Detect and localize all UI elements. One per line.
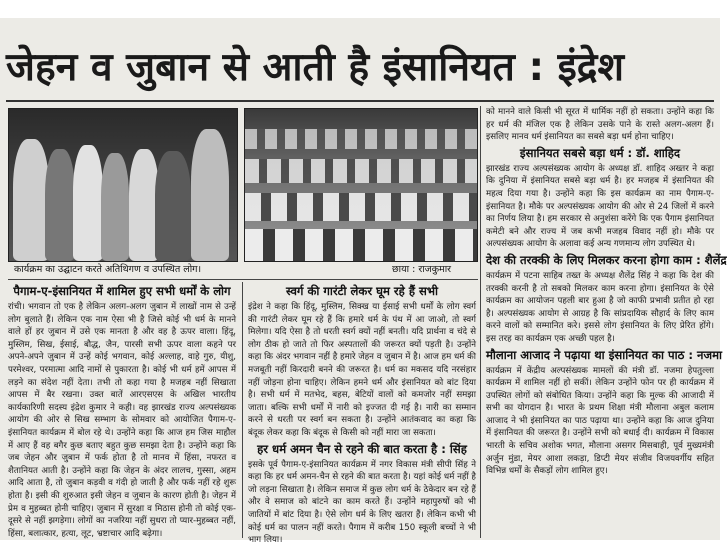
subheading-insaniyat: इंसानियत सबसे बड़ा धर्म : डॉ. शाहिद	[519, 145, 681, 160]
article-body: को मानने वाले किसी भी सूरत में धार्मिक नहीं हो सकता। उन्होंने कहा कि हर धर्म की मंजिल एक है लेकिन उसके पाने के रास्ते अलग-अलग हैं। इसलिए मानव धर्म इंसानियत का सबसे बड़ा धर्म होना चाहिए।	[486, 107, 714, 143]
event-photo-left	[8, 108, 238, 262]
article-body: रांची। भगवान तो एक है लेकिन अलग-अलग जुबान में लाखों नाम से उन्हें लोग बुलाते हैं। लेकिन एक नाम ऐसा भी है जिसे कोई भी धर्म के मानने वाले हों हर जुबान में उसे एक मानता है और वह है ऊपर वाला। हिंदू, मुस्लिम, सिख, ईसाई, बौद्ध, जैन, पारसी सभी ऊपर वाला कहने पर अपने-अपने जुबान में उन्हें कोई भगवान, कोई अल्लाह, वाहे गुरु, यीशु, परमेश्वर, परमात्मा आदि नामों से पुकारता है। कोई भी धर्म हमें आपस में लड़ने का संदेश नहीं देता। तभी तो कहा गया है मजहब नहीं सिखाता आपस में बैर रखना। उक्त बातें आरएसएस के अखिल भारतीय कार्यकारिणी सदस्य इंद्रेश कुमार ने कही। वह झारखंड राज्य अल्पसंख्यक आयोग की ओर से सिख सम्भाग के सोमवार को आयोजित पैगाम-ए-इंसानियत कार्यक्रम में बोल रहे थे। उन्होंने कहा कि आज हम जिस माहौल में आए हैं वह बगैर कुछ बताए बहुत कुछ समझा देता है। उन्होंने कहा कि जब जेहन और जुबान में फर्क होता है तो मानव में हिंसा, नफरत व शैतानियत आती है। उन्होंने कहा कि जेहन के अंदर लालच, गुस्सा, अहम आदि आता है, तो जुबान कड़वी व गंदी हो जाती है और फर्क नहीं रहे शुरू होता है। इसी की शुरुआत इसी जेहन व जुबान के कारण होती है। जेहन में प्रेम व मुहब्बत होनी चाहिए। जुबान में सुरक्षा व मिठास होनी तो कोई एक-दूसरे से नहीं झगड़ेगा। लोगों का नजरिया नहीं सुधरा तो प्यार-मुहब्बत नहीं, हिंसा, बलात्कार, हत्या, लूट, भ्रष्टाचार आदि बढ़ेगा।	[8, 302, 236, 539]
article-body: इंद्रेश ने कहा कि हिंदू, मुस्लिम, सिक्ख या ईसाई सभी धर्मों के लोग स्वर्ग की गारंटी लेकर घूम रहे हैं कि हमारे धर्म के पंथ में आ जाओ, तो स्वर्ग मिलेगा। यदि ऐसा है तो धरती स्वर्ग क्यों नहीं बनती। यदि प्रार्थना व चंदे से लोग ठीक हो जाते तो फिर अस्पतालों की जरूरत क्यों पड़ती है। उन्होंने कहा कि अंदर भगवान नहीं है हमारे जेहन व जुबान में है। आज हम धर्म की मजबूती नहीं किरदारी बनने की जरूरत है। धर्म का मकसद यदि नरसंहार नहीं जोड़ना होना चाहिए। लेकिन हमने धर्म और इंसानियत को बांट दिया है। सभी धर्म में मतभेद, बहस, बेटियों वालों को कमजोर नहीं समझा जाता। बल्कि सभी धर्मों में नारी को इज्जत दी गई है। नारी का सम्मान करने से धरती पर स्वर्ग बन सकता है। उन्होंने आतंकवाद का कहा कि बंदूक लेकर कहा कि बंदूक से किसी को नहीं मारा जा सकता।	[248, 302, 476, 438]
article-body: कार्यक्रम में पटना साहिब तख्त के अध्यक्ष शैलेंद्र सिंह ने कहा कि देश की तरक्की करनी है तो सबको मिलकर काम करना होगा। इंसानियत के ऐसे कार्यक्रम का आयोजन पहली बार हुआ है जो काफी प्रभावी प्रतीत हो रहा है। अल्पसंख्यक आयोग से आग्रह है कि सांप्रदायिक सौहार्द के लिए काम करने वालों को सम्मानित करे। इससे लोग इंसानियत के लिए प्रेरित होंगे। इस तरह का कार्यक्रम एक अच्छी पहल है।	[486, 270, 714, 344]
article-column-1	[8, 282, 236, 538]
audience-photo	[244, 108, 478, 262]
clipping-top-margin	[0, 0, 720, 18]
headline: जेहन व जुबान से आती है इंसानियत : इंद्रेश	[6, 45, 624, 90]
subheading-tarakki: देश की तरक्की के लिए मिलकर करना होगा काम : शैलेंद्र	[486, 252, 727, 267]
column-divider-1	[242, 282, 243, 538]
photo-caption: कार्यक्रम का उद्घाटन करते अतिथिगण व उपस्थित लोग।	[14, 264, 202, 275]
subheading-aman-chain: हर धर्म अमन चैन से रहने की बात करता है : सिंह	[257, 441, 467, 456]
subheading-swarg: स्वर्ग की गारंटी लेकर घूम रहे हैं सभी	[285, 284, 439, 298]
article-body: कार्यक्रम में केंद्रीय अल्पसंख्यक मामलों की मंत्री डॉ. नजमा हेपतुल्ला कार्यक्रम में शामिल नहीं हो सकीं। लेकिन उन्होंने फोन पर ही कार्यक्रम में उपस्थित लोगों को संबोधित किया। उन्होंने कहा कि मुल्क की आजादी में सभी का योगदान है। भारत के प्रथम शिक्षा मंत्री मौलाना अबुल कलाम आजाद ने भी इंसानियत का पाठ पढ़ाया था। उन्होंने कहा कि आज दुनिया में इंसानियत की जरूरत है। उन्होंने सभी को बधाई दी। कार्यक्रम में विकास भारती के सचिव अशोक भगत, मौलाना असगर मिसबाही, पूर्व मुख्यमंत्री अर्जुन मुंडा, मेयर आशा लकड़ा, डिप्टी मेयर संजीव विजयवर्गीय सहित विभिन्न धर्मों के सैकड़ों लोग शामिल हुए।	[486, 365, 714, 477]
article-body: इसके पूर्व पैगाम-ए-इंसानियत कार्यक्रम में नगर विकास मंत्री सीपी सिंह ने कहा कि हर धर्म अमन-चैन से रहने की बात करता है। यहां कोई धर्म नहीं है जो लड़ना सिखाता है। लेकिन समाज में कुछ लोग धर्म के ठेकेदार बन रहे हैं और वे समाज को बांटने का काम करते हैं। उन्होंने महापुरुषों को भी जातियों में बांट दिया है। ऐसे लोग धर्म के लिए खतरा हैं। लेकिन कभी भी कोई धर्म का पालन नहीं करते। पैगाम में करीब 150 स्कूली बच्चों ने भी भाग लिया।	[248, 459, 476, 546]
article-column-3	[486, 106, 727, 538]
photo-divider	[8, 279, 478, 280]
photo-credit: छाया : राजकुमार	[392, 264, 452, 275]
subheading-maulana-azad: मौलाना आजाद ने पढ़ाया था इंसानियत का पाठ : नजमा	[486, 347, 723, 362]
article-column-2	[248, 282, 476, 546]
subheading-paigam: पैगाम-ए-इंसानियत में शामिल हुए सभी धर्मों के लोग	[13, 284, 231, 298]
column-divider-2	[480, 106, 481, 538]
headline-rule	[6, 100, 714, 102]
article-body: झारखंड राज्य अल्पसंख्यक आयोग के अध्यक्ष डॉ. शाहिद अख्तर ने कहा कि दुनिया में इंसानियत सबसे बड़ा धर्म है। हर मजहब में इंसानियत की महत्व दिया गया है। उन्होंने कहा कि इस कार्यक्रम का नाम पैगाम-ए-इंसानियत है। मौके पर अल्पसंख्यक आयोग की ओर से 24 जिलों में करने का निर्णय लिया है। हम सरकार से अनुशंसा करेंगे कि एक पैगाम इंसानियत कमेटी बने और राज्य में जब कभी मजहब विवाद नहीं हो। मौके पर अल्पसंख्यक आयोग के अलावा कई अन्य गणमान्य लोग उपस्थित थे।	[486, 163, 714, 250]
